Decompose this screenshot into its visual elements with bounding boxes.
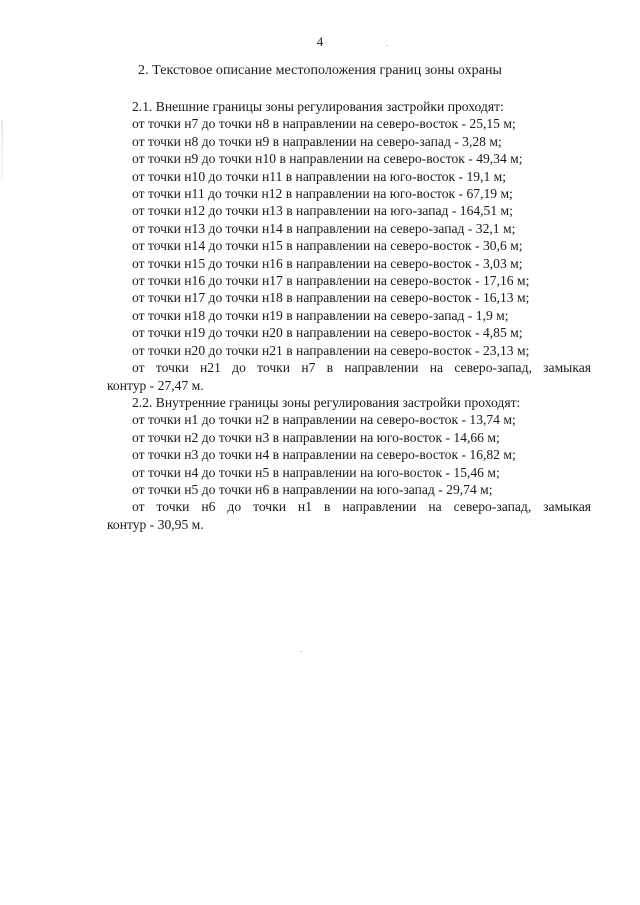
internal-boundary-line: от точки н4 до точки н5 в направлении на юго-восток - 15,46 м; bbox=[132, 464, 500, 480]
external-boundary-line: от точки н8 до точки н9 в направлении на северо-запад - 3,28 м; bbox=[132, 133, 502, 149]
external-boundary-line: от точки н19 до точки н20 в направлении на северо-восток - 4,85 м; bbox=[132, 325, 523, 341]
external-boundary-line: от точки н12 до точки н13 в направлении на юго-запад - 164,51 м; bbox=[132, 203, 513, 219]
external-boundary-line: от точки н13 до точки н14 в направлении на северо-запад - 32,1 м; bbox=[132, 220, 516, 236]
internal-closing-tail: контур - 30,95 м. bbox=[107, 516, 204, 532]
scan-speck bbox=[300, 651, 302, 652]
document-body bbox=[107, 98, 591, 533]
external-boundary-line: от точки н17 до точки н18 в направлении на северо-восток - 16,13 м; bbox=[132, 290, 530, 306]
external-boundary-line: от точки н15 до точки н16 в направлении на северо-восток - 3,03 м; bbox=[132, 255, 523, 271]
page-number: 4 bbox=[316, 34, 324, 49]
internal-boundaries-heading: 2.2. Внутренние границы зоны регулирования застройки проходят: bbox=[132, 394, 521, 410]
external-boundary-line: от точки н18 до точки н19 в направлении на северо-запад - 1,9 м; bbox=[132, 307, 509, 323]
external-boundaries-heading: 2.1. Внешние границы зоны регулирования застройки проходят: bbox=[132, 99, 504, 114]
section-title: 2. Текстовое описание местоположения границ зоны охраны bbox=[138, 63, 502, 78]
external-boundary-line: от точки н10 до точки н11 в направлении на юго-восток - 19,1 м; bbox=[132, 168, 507, 184]
internal-boundary-line: от точки н2 до точки н3 в направлении на юго-восток - 14,66 м; bbox=[132, 429, 500, 445]
external-closing-tail: контур - 27,47 м. bbox=[107, 377, 204, 393]
external-closing-line: от точки н21 до точки н7 в направлении на северо-запад, замыкая bbox=[132, 360, 591, 376]
external-boundary-line: от точки н9 до точки н10 в направлении на северо-восток - 49,34 м; bbox=[132, 151, 523, 167]
internal-boundary-line: от точки н1 до точки н2 в направлении на северо-восток - 13,74 м; bbox=[132, 412, 516, 428]
external-boundary-line: от точки н11 до точки н12 в направлении на юго-восток - 67,19 м; bbox=[132, 186, 513, 202]
external-boundary-line: от точки н14 до точки н15 в направлении на северо-восток - 30,6 м; bbox=[132, 238, 523, 254]
scan-edge-mark bbox=[1, 120, 3, 180]
external-boundary-line: от точки н20 до точки н21 в направлении на северо-восток - 23,13 м; bbox=[132, 342, 530, 358]
external-boundary-line: от точки н7 до точки н8 в направлении на северо-восток - 25,15 м; bbox=[132, 116, 516, 132]
external-boundary-line: от точки н16 до точки н17 в направлении на северо-восток - 17,16 м; bbox=[132, 273, 530, 289]
internal-boundary-line: от точки н5 до точки н6 в направлении на юго-запад - 29,74 м; bbox=[132, 481, 493, 497]
internal-boundary-line: от точки н3 до точки н4 в направлении на северо-восток - 16,82 м; bbox=[132, 447, 516, 463]
internal-closing-line: от точки н6 до точки н1 в направлении на северо-запад, замыкая bbox=[132, 499, 591, 515]
